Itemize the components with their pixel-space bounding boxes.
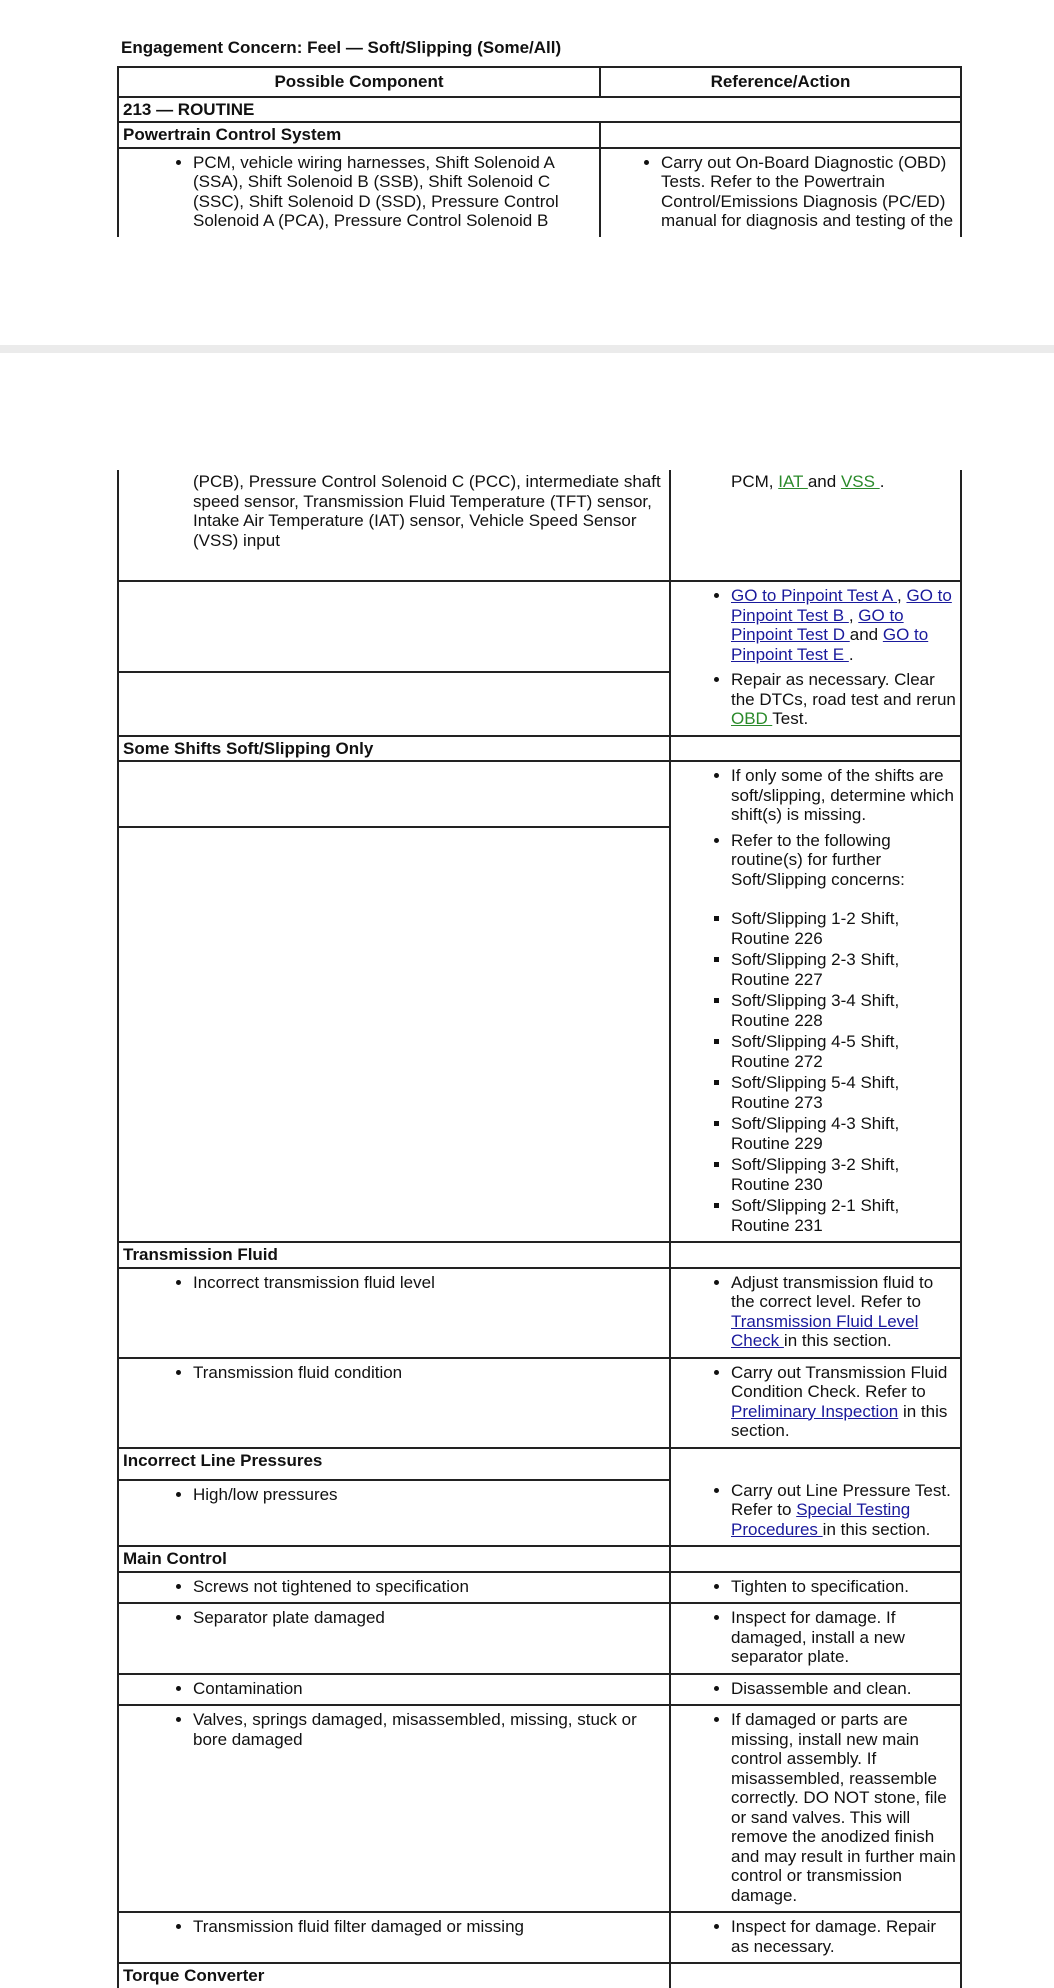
table-row: • Valves, springs damaged, misassembled, missing, stuck or bore damaged • If damaged or parts are missing, install new main control assembly. If misassembled, reassemble correctly. DO NOT stone, file or sand valves. This will remove the anodized finish and may result in further main control or transmission damage. bbox=[118, 1705, 961, 1912]
empty-cell bbox=[118, 761, 670, 827]
iat-link[interactable]: IAT bbox=[778, 472, 808, 491]
section-some-shifts: Some Shifts Soft/Slipping Only bbox=[118, 736, 670, 762]
component-item: • PCM, vehicle wiring harnesses, Shift Solenoid A (SSA), Shift Solenoid B (SSB), Shift Solenoid C (SSC), Shift Solenoid D (SSD), Pressure Control Solenoid A (PCA), Pressure Control Solenoid B bbox=[193, 153, 595, 231]
routine-item: ▪ Soft/Slipping 4-5 Shift, Routine 272 bbox=[731, 1032, 956, 1071]
pinpoint-d-link[interactable]: GO to Pinpoint Test D bbox=[731, 605, 904, 644]
empty-cell bbox=[600, 122, 961, 148]
routine-item: ▪ Soft/Slipping 3-4 Shift, Routine 228 bbox=[731, 991, 956, 1030]
header-row bbox=[118, 67, 961, 97]
page-2-table: (PCB), Pressure Control Solenoid C (PCC), intermediate shaft speed sensor, Transmission Fluid Temperature (TFT) sensor, Intake Air Temperature (IAT) sensor, Vehicle Speed Sensor (VSS) input PCM, IAT and VSS . • GO to Pinpoint Test A , GO to Pinpoint Test B , GO to Pinpoint Test D and GO to Pinpoint Test E . • Repair as necessary. Clear the DTCs, road test and rerun OBD Test. Some Shifts Soft/Slipping Only • If only some of the shifts are soft/slipping, determine which shift(s) is missing. • Refer to the following routine(s) for further Soft/Slipping concerns: ▪ Soft/Slipping 1-2 Shift, Routine 226 ▪ Soft/Slipping 2-3 Shift, Routine 227 ▪ Soft/Slipping 3-4 Shift, Routine 228 ▪ Soft/Slipping 4-5 Shift, Routine 272 ▪ Soft/Slipping 5-4 Shift, Routine 273 ▪ Soft/Slipping 4-3 Shift, Routine 229 ▪ Soft/Slipping 3-2 Shift, Routine 230 ▪ Soft/Slipping 2-1 Shift, Routine 231 Transmission Fluid • Incorrect transmission fluid level • Adjust transmission fluid to the correct level. Refer to Transmission Fluid Level Check in this section. • Transmission fluid condition • Carry out Transmission Fluid Condition Check. Refer to Preliminary Inspection in this section. Incorrect Line Pressures • Carry out Line Pressure Test. Refer to Special Testing Procedures in this section. • High/low pressures Main Control • Screws not tightened to specification • Tighten to specification. • Separator plate damaged • Inspect for damage. If damaged, install a new separator plate. • Contamination • Disassemble and clean. • Valves, springs damaged, misassembled, missing, stuck or bore damaged • If damaged or parts are missing, install new main control assembly. If misassembled, reassemble correctly. DO NOT stone, file or sand valves. This will remove the anodized finish and may result in further main control or transmission damage. • Transmission fluid filter damaged or missing • Inspect for damage. Repair as necessary. Torque Converter bbox=[117, 470, 962, 1988]
empty-cell bbox=[670, 1963, 961, 1988]
component-continued: (PCB), Pressure Control Solenoid C (PCC), intermediate shaft speed sensor, Transmission Fluid Temperature (TFT) sensor, Intake Air Temperature (IAT) sensor, Vehicle Speed Sensor (VSS) input bbox=[118, 470, 670, 581]
header-action: Reference/Action bbox=[600, 67, 961, 97]
routine-item: ▪ Soft/Slipping 2-3 Shift, Routine 227 bbox=[731, 950, 956, 989]
table-row bbox=[118, 470, 961, 581]
table-row: • High/low pressures bbox=[118, 1480, 961, 1546]
routine-list bbox=[675, 909, 956, 1235]
page-1-table bbox=[117, 66, 962, 237]
special-testing-link[interactable]: Special Testing Procedures bbox=[731, 1500, 911, 1539]
action-item: • Refer to the following routine(s) for further Soft/Slipping concerns: bbox=[731, 831, 956, 890]
routine-item: ▪ Soft/Slipping 1-2 Shift, Routine 226 bbox=[731, 909, 956, 948]
fluid-level-link[interactable]: Transmission Fluid Level Check bbox=[731, 1311, 919, 1350]
empty-cell bbox=[118, 581, 670, 672]
header-component: Possible Component bbox=[118, 67, 600, 97]
table-row: • Screws not tightened to specification • Tighten to specification. bbox=[118, 1572, 961, 1604]
empty-cell bbox=[670, 1546, 961, 1572]
table-row bbox=[118, 148, 961, 237]
routine-item: ▪ Soft/Slipping 4-3 Shift, Routine 229 bbox=[731, 1114, 956, 1153]
routine-label: 213 — ROUTINE bbox=[118, 97, 961, 123]
pinpoint-item: • GO to Pinpoint Test A , GO to Pinpoint Test B , GO to Pinpoint Test D and GO to Pinpoint Test E . bbox=[731, 586, 956, 664]
section-line-pressures: Incorrect Line Pressures bbox=[118, 1448, 670, 1481]
empty-cell bbox=[670, 736, 961, 762]
empty-cell bbox=[118, 672, 670, 736]
page-break bbox=[0, 345, 1054, 353]
pinpoint-b-link[interactable]: GO to Pinpoint Test B bbox=[731, 586, 952, 625]
empty-cell bbox=[118, 827, 670, 1242]
action-continued: PCM, IAT and VSS . bbox=[670, 470, 961, 581]
action-item: • If only some of the shifts are soft/slipping, determine which shift(s) is missing. bbox=[731, 766, 956, 825]
table-row: • Transmission fluid condition • Carry out Transmission Fluid Condition Check. Refer to Preliminary Inspection in this section. bbox=[118, 1358, 961, 1448]
routine-item: ▪ Soft/Slipping 2-1 Shift, Routine 231 bbox=[731, 1196, 956, 1235]
section-powertrain: Powertrain Control System bbox=[118, 122, 600, 148]
routine-item: ▪ Soft/Slipping 5-4 Shift, Routine 273 bbox=[731, 1073, 956, 1112]
preliminary-inspection-link[interactable]: Preliminary Inspection bbox=[731, 1401, 899, 1421]
table-row: • Incorrect transmission fluid level • Adjust transmission fluid to the correct level. Refer to Transmission Fluid Level Check in this section. bbox=[118, 1268, 961, 1358]
action-item: • Carry out On-Board Diagnostic (OBD) Tests. Refer to the Powertrain Control/Emissions Diagnosis (PC/ED) manual for diagnosis and testing of the bbox=[661, 153, 956, 231]
repair-item: • Repair as necessary. Clear the DTCs, road test and rerun OBD Test. bbox=[731, 670, 956, 729]
section-torque-converter: Torque Converter bbox=[118, 1963, 670, 1988]
table-row: • Transmission fluid filter damaged or missing • Inspect for damage. Repair as necessary. bbox=[118, 1912, 961, 1963]
pinpoint-e-link[interactable]: GO to Pinpoint Test E bbox=[731, 625, 929, 664]
empty-cell bbox=[670, 1242, 961, 1268]
section-main-control: Main Control bbox=[118, 1546, 670, 1572]
page-title: Engagement Concern: Feel — Soft/Slipping (Some/All) bbox=[121, 38, 562, 57]
obd-link[interactable]: OBD bbox=[731, 709, 773, 728]
table-row: • Contamination • Disassemble and clean. bbox=[118, 1674, 961, 1706]
vss-link[interactable]: VSS bbox=[840, 472, 880, 491]
routine-item: ▪ Soft/Slipping 3-2 Shift, Routine 230 bbox=[731, 1155, 956, 1194]
table-row: • Separator plate damaged • Inspect for damage. If damaged, install a new separator plate. bbox=[118, 1603, 961, 1674]
pinpoint-a-link[interactable]: GO to Pinpoint Test A bbox=[731, 586, 898, 605]
section-fluid: Transmission Fluid bbox=[118, 1242, 670, 1268]
